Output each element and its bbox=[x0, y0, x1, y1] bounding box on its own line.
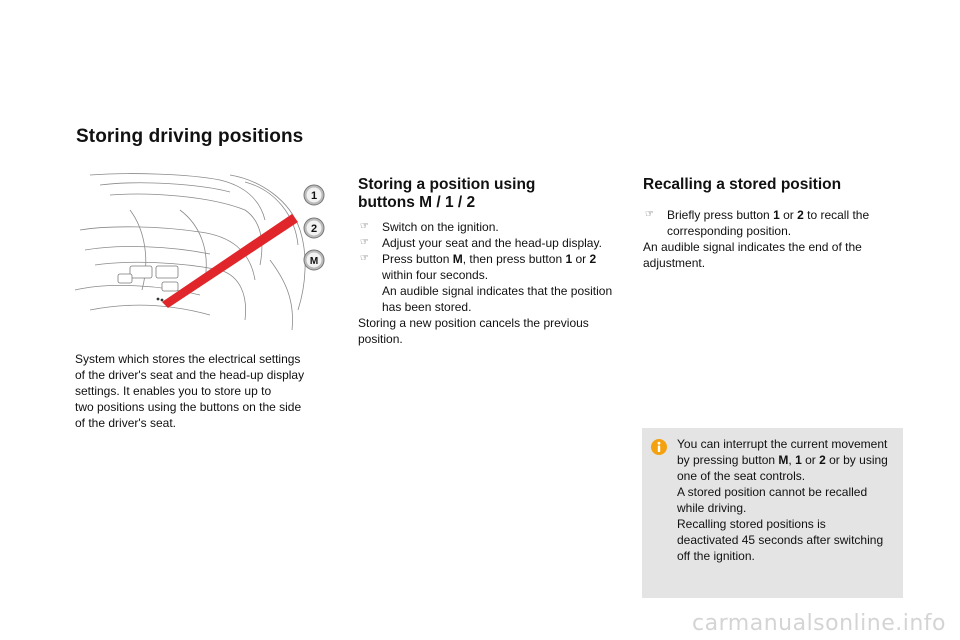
info-line: You can interrupt the current movement bbox=[677, 437, 888, 451]
intro-line: settings. It enables you to store up to bbox=[75, 384, 272, 398]
intro-line: of the driver's seat. bbox=[75, 416, 177, 430]
info-text-fragment: , bbox=[788, 453, 796, 467]
step-text: or bbox=[779, 208, 798, 222]
memory-button-m-label: M bbox=[309, 256, 319, 267]
step-text: within four seconds. bbox=[382, 268, 489, 282]
step-text: Adjust your seat and the head-up display. bbox=[382, 236, 602, 250]
button-ref-1: 1 bbox=[795, 453, 802, 467]
info-line: A stored position cannot be recalled bbox=[677, 485, 868, 499]
page-title: Storing driving positions bbox=[76, 126, 304, 147]
storing-step bbox=[358, 235, 628, 251]
info-line: off the ignition. bbox=[677, 549, 755, 563]
button-ref-2: 2 bbox=[819, 453, 826, 467]
button-ref-1: 1 bbox=[773, 208, 780, 222]
recalling-step bbox=[643, 207, 905, 239]
bullet-hand-icon: ☞ bbox=[360, 237, 369, 248]
info-text-fragment: or bbox=[801, 453, 820, 467]
info-line: Recalling stored positions is bbox=[677, 517, 826, 531]
step-text: An audible signal indicates that the position bbox=[382, 284, 613, 298]
bullet-hand-icon: ☞ bbox=[645, 209, 654, 220]
button-ref-m: M bbox=[778, 453, 789, 467]
step-text: has been stored. bbox=[382, 300, 472, 314]
info-text bbox=[677, 436, 899, 564]
button-ref-2: 2 bbox=[589, 252, 597, 266]
bullet-hand-icon: ☞ bbox=[360, 253, 369, 264]
note-line: adjustment. bbox=[643, 256, 706, 270]
storing-section-title bbox=[358, 176, 535, 212]
storing-steps-list bbox=[358, 219, 628, 315]
button-ref-1: 1 bbox=[565, 252, 573, 266]
storing-step bbox=[358, 251, 628, 315]
recalling-note bbox=[643, 239, 905, 271]
intro-paragraph bbox=[75, 351, 325, 431]
storing-title-line: buttons M / 1 / 2 bbox=[358, 194, 476, 211]
intro-line: of the driver's seat and the head-up display bbox=[75, 368, 305, 382]
memory-button-2-label: 2 bbox=[310, 223, 318, 235]
info-line bbox=[677, 452, 899, 468]
memory-button-m-icon bbox=[303, 249, 325, 271]
button-ref-2: 2 bbox=[797, 208, 804, 222]
storing-title-line: Storing a position using bbox=[358, 176, 536, 193]
step-text: corresponding position. bbox=[667, 224, 792, 238]
watermark: carmanualsonline.info bbox=[692, 611, 946, 636]
step-text: , then press button bbox=[462, 252, 566, 266]
recalling-section-title: Recalling a stored position bbox=[643, 176, 842, 193]
step-text: Briefly press button bbox=[667, 208, 774, 222]
info-line: while driving. bbox=[677, 501, 747, 515]
bullet-hand-icon: ☞ bbox=[360, 221, 369, 232]
intro-line: System which stores the electrical settings bbox=[75, 352, 301, 366]
note-line: An audible signal indicates the end of the bbox=[643, 240, 862, 254]
pointer-arrow bbox=[160, 210, 310, 310]
memory-button-2-icon bbox=[303, 217, 325, 239]
storing-step bbox=[358, 219, 628, 235]
step-text: Press button bbox=[382, 252, 453, 266]
info-text-fragment: by pressing button bbox=[677, 453, 779, 467]
note-line: Storing a new position cancels the previous bbox=[358, 316, 589, 330]
step-text: Switch on the ignition. bbox=[382, 220, 499, 234]
memory-button-1-icon bbox=[303, 184, 325, 206]
recalling-steps-list bbox=[643, 207, 905, 239]
info-text-fragment: or by using bbox=[825, 453, 888, 467]
intro-line: two positions using the buttons on the side bbox=[75, 400, 302, 414]
info-line: deactivated 45 seconds after switching bbox=[677, 533, 884, 547]
memory-button-1-label: 1 bbox=[310, 190, 318, 202]
info-icon bbox=[651, 439, 667, 455]
info-line: one of the seat controls. bbox=[677, 469, 806, 483]
storing-note bbox=[358, 315, 628, 347]
step-text: or bbox=[572, 252, 590, 266]
step-text: to recall the bbox=[803, 208, 870, 222]
button-ref-m: M bbox=[452, 252, 463, 266]
note-line: position. bbox=[358, 332, 403, 346]
info-box bbox=[642, 428, 903, 598]
